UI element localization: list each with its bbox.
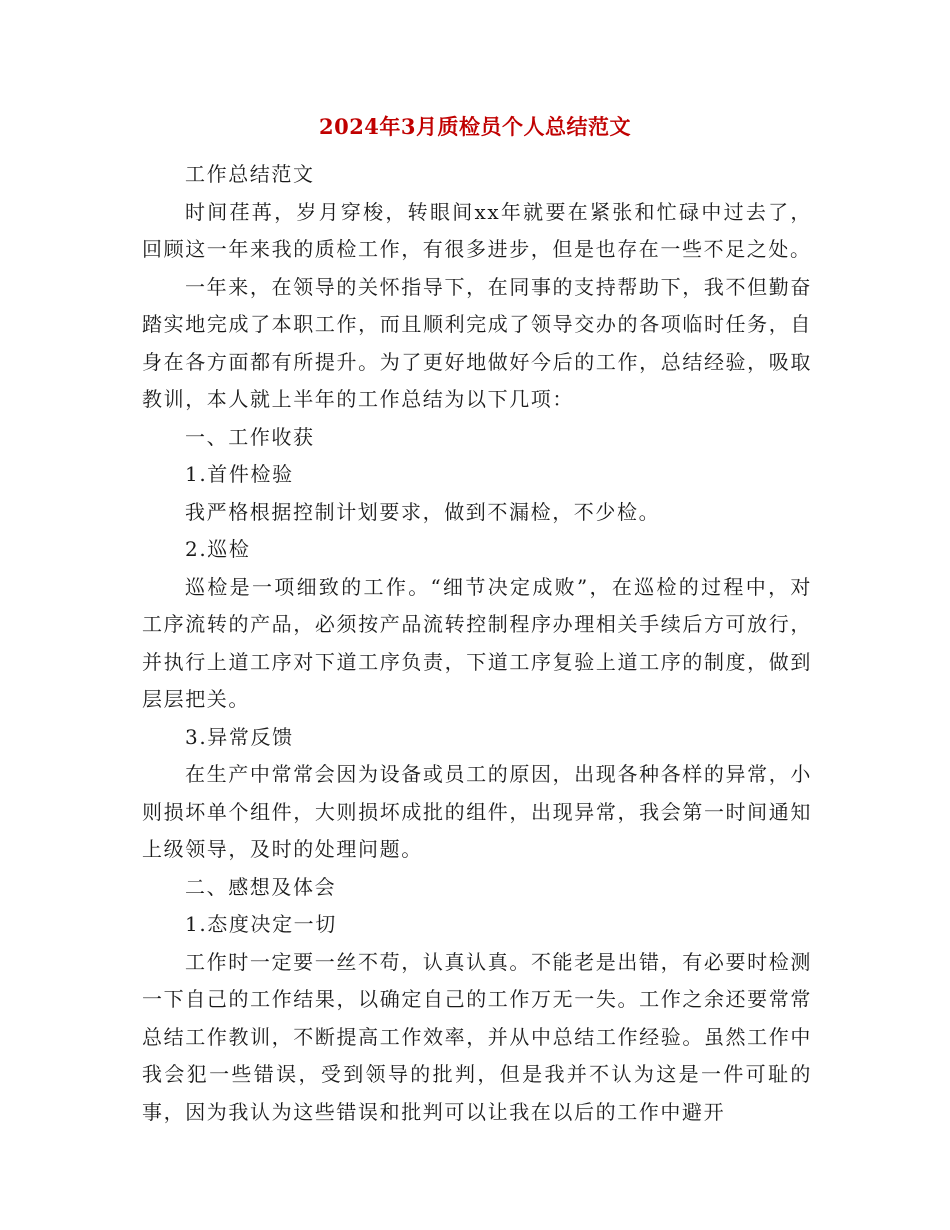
paragraph-exception-feedback: 在生产中常常会因为设备或员工的原因，出现各种各样的异常，小则损坏单个组件，大则损坏成批的组件，出现异常，我会第一时间通知上级领导，及时的处理问题。	[142, 762, 812, 861]
subheading-attitude: 1.态度决定一切	[185, 912, 337, 936]
subheading-patrol-inspection: 2.巡检	[185, 537, 251, 561]
section-heading-gains: 一、工作收获	[185, 424, 315, 449]
paragraph-patrol-inspection: 巡检是一项细致的工作。“细节决定成败”，在巡检的过程中，对工序流转的产品，必须按产品流转控制程序办理相关手续后方可放行，并执行上道工序对下道工序负责，下道工序复验上道工序的制度，做到层层把关。	[142, 574, 812, 711]
paragraph-overview: 一年来，在领导的关怀指导下，在同事的支持帮助下，我不但勤奋踏实地完成了本职工作，而且顺利完成了领导交办的各项临时任务，自身在各方面都有所提升。为了更好地做好今后的工作，总结经验，吸取教训，本人就上半年的工作总结为以下几项：	[142, 274, 812, 411]
paragraph-subtitle: 工作总结范文	[185, 162, 315, 186]
document-body	[142, 156, 812, 1131]
section-heading-reflections: 二、感想及体会	[185, 874, 337, 899]
page-title: 2024年3月质检员个人总结范文	[318, 114, 632, 139]
subheading-exception-feedback: 3.异常反馈	[185, 724, 294, 749]
paragraph-first-inspection: 我严格根据控制计划要求，做到不漏检，不少检。	[185, 499, 661, 524]
paragraph-attitude: 工作时一定要一丝不苟，认真认真。不能老是出错，有必要时检测一下自己的工作结果，以确定自己的工作万无一失。工作之余还要常常总结工作教训，不断提高工作效率，并从中总结工作经验。虽然工作中我会犯一些错误，受到领导的批判，但是我并不认为这是一件可耻的事，因为我认为这些错误和批判可以让我在以后的工作中避开	[142, 949, 812, 1124]
subheading-first-inspection: 1.首件检验	[185, 462, 294, 486]
paragraph-intro: 时间荏苒，岁月穿梭，转眼间xx年就要在紧张和忙碌中过去了，回顾这一年来我的质检工作，有很多进步，但是也存在一些不足之处。	[142, 199, 812, 261]
